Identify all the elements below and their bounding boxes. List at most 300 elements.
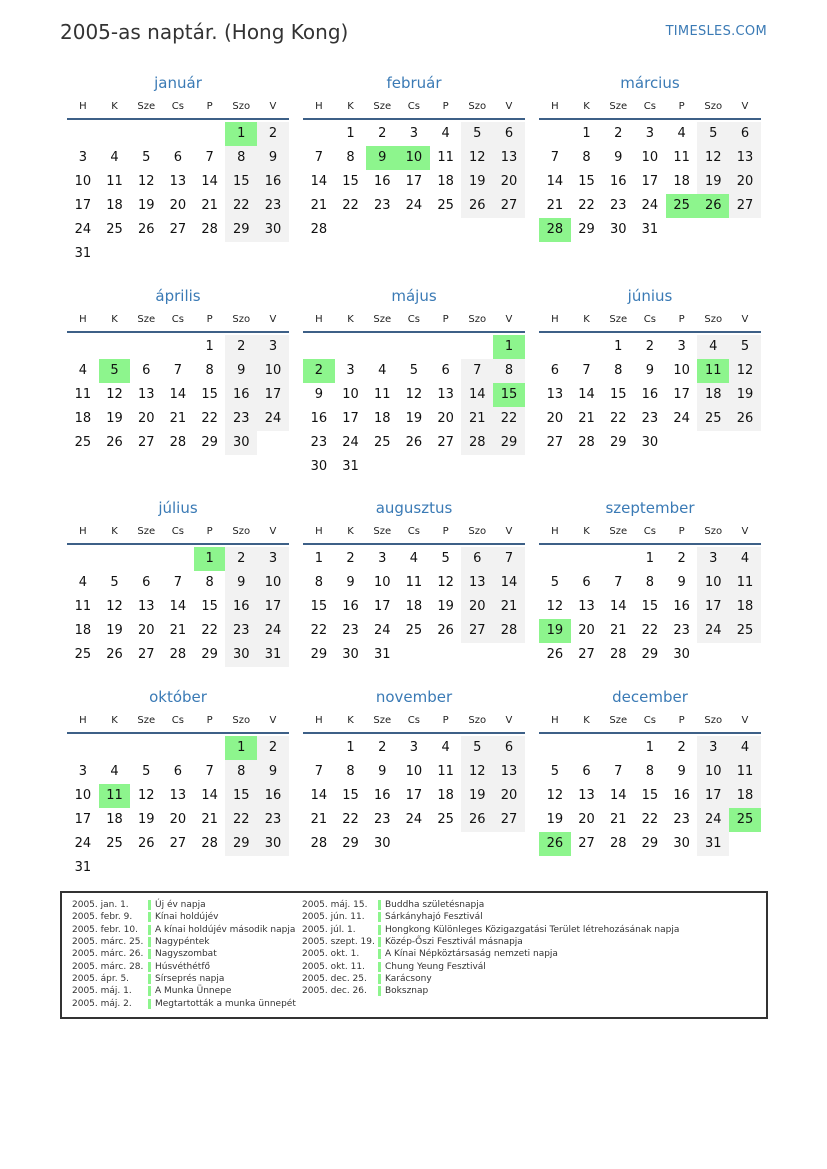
day-cell: 7 (173, 575, 183, 590)
day-cell: 13 (578, 599, 595, 614)
weekday-label: Sze (137, 715, 156, 726)
holiday-marker-icon (378, 986, 381, 996)
month-name: november (375, 688, 453, 706)
month-block (303, 72, 525, 242)
weekday-label: K (347, 101, 354, 112)
weekday-header (539, 98, 761, 120)
day-cell: 1 (346, 740, 355, 755)
legend-holiday-name: Nagyszombat (155, 949, 217, 960)
day-cell: 7 (614, 575, 623, 590)
day-cell: 23 (225, 619, 257, 643)
month-block (67, 285, 289, 455)
day-cell: 21 (310, 812, 328, 827)
day-cell: 5 (461, 122, 493, 146)
day-cell: 29 (310, 647, 328, 662)
weekday-label: P (206, 526, 213, 537)
legend-row (292, 948, 679, 960)
day-cell: 25 (729, 808, 761, 832)
day-cell: 1 (225, 736, 257, 760)
day-cell: 20 (461, 595, 493, 619)
weekday-label: Szo (468, 715, 487, 726)
legend-date: 2005. okt. 1. (302, 949, 360, 960)
day-cell: 10 (74, 788, 92, 803)
legend-holiday-name: Chung Yeung Fesztivál (385, 961, 486, 972)
legend-date: 2005. okt. 11. (302, 961, 365, 972)
day-cell: 16 (673, 599, 690, 614)
legend-holiday-name: A Munka Ünnepe (155, 986, 232, 997)
day-cell: 21 (201, 198, 218, 213)
day-cell: 24 (257, 407, 289, 431)
day-cell: 2 (378, 740, 387, 755)
day-cell: 21 (169, 411, 187, 426)
day-cell: 22 (201, 411, 218, 426)
day-cell: 21 (609, 623, 627, 638)
day-cell: 17 (257, 383, 289, 407)
day-cell: 18 (106, 812, 123, 827)
day-cell: 6 (441, 363, 450, 378)
empty-cell (162, 547, 194, 571)
legend-holiday-name: Karácsony (385, 973, 432, 984)
day-cell: 3 (257, 547, 289, 571)
day-cell: 26 (539, 832, 571, 856)
day-cell: 22 (225, 194, 257, 218)
weekday-label: P (442, 314, 449, 325)
day-cell: 30 (673, 836, 690, 851)
day-cell: 22 (225, 808, 257, 832)
empty-cell (602, 547, 634, 571)
day-cell: 11 (729, 760, 761, 784)
day-cell: 12 (106, 599, 123, 614)
weekday-header (67, 311, 289, 333)
empty-cell (99, 547, 131, 571)
day-cell: 5 (142, 150, 151, 165)
day-cell: 25 (373, 435, 391, 450)
day-cell: 23 (673, 812, 690, 827)
legend-holiday-name: Új év napja (155, 900, 206, 911)
day-cell: 15 (493, 383, 525, 407)
day-cell: 6 (582, 764, 591, 779)
empty-cell (67, 335, 99, 359)
weekday-label: V (269, 715, 277, 726)
legend-row (62, 997, 296, 1009)
day-cell: 2 (225, 335, 257, 359)
day-grid (67, 122, 289, 266)
day-cell: 22 (609, 411, 627, 426)
day-cell: 23 (609, 198, 627, 213)
weekday-label: V (505, 715, 513, 726)
day-cell: 11 (106, 174, 123, 189)
empty-cell (99, 122, 131, 146)
day-grid (303, 335, 525, 479)
day-cell: 3 (677, 339, 686, 354)
day-cell: 17 (405, 174, 423, 189)
day-cell: 28 (310, 836, 328, 851)
holiday-marker-icon (148, 986, 151, 996)
day-cell: 30 (342, 647, 359, 662)
day-cell: 27 (461, 619, 493, 643)
day-cell: 9 (257, 760, 289, 784)
empty-cell (335, 335, 367, 359)
day-cell: 23 (342, 623, 359, 638)
day-cell: 10 (697, 571, 729, 595)
day-cell: 8 (614, 363, 623, 378)
day-cell: 16 (310, 411, 328, 426)
day-cell: 4 (378, 363, 387, 378)
day-cell: 13 (437, 387, 454, 402)
day-cell: 27 (729, 194, 761, 218)
legend-date: 2005. dec. 25. (302, 973, 367, 984)
day-cell: 20 (493, 170, 525, 194)
day-cell: 26 (106, 647, 123, 662)
weekday-label: Cs (171, 526, 184, 537)
day-cell: 1 (205, 339, 214, 354)
day-cell: 29 (641, 836, 659, 851)
day-cell: 9 (645, 363, 655, 378)
day-cell: 24 (405, 198, 423, 213)
day-cell: 9 (614, 150, 623, 165)
day-cell: 5 (461, 736, 493, 760)
day-cell: 26 (106, 435, 123, 450)
day-cell: 12 (137, 174, 155, 189)
day-cell: 13 (493, 760, 525, 784)
day-cell: 8 (493, 359, 525, 383)
day-cell: 4 (110, 150, 119, 165)
day-cell: 25 (405, 623, 423, 638)
day-cell: 19 (137, 198, 155, 213)
day-cell: 19 (461, 170, 493, 194)
day-cell: 24 (697, 808, 729, 832)
holiday-marker-icon (378, 962, 381, 972)
day-cell: 15 (641, 788, 659, 803)
day-cell: 14 (310, 788, 328, 803)
month-name: december (612, 688, 688, 706)
day-cell: 26 (137, 222, 155, 237)
weekday-label: V (741, 314, 749, 325)
day-cell: 24 (342, 435, 359, 450)
weekday-label: Cs (407, 715, 420, 726)
day-cell: 23 (373, 812, 391, 827)
day-cell: 11 (697, 359, 729, 383)
day-cell: 17 (257, 595, 289, 619)
day-cell: 2 (303, 359, 335, 383)
day-cell: 1 (614, 339, 623, 354)
day-cell: 12 (461, 760, 493, 784)
day-grid (67, 736, 289, 880)
weekday-label: H (79, 314, 87, 325)
month-block (67, 497, 289, 667)
day-cell: 11 (74, 599, 92, 614)
day-cell: 7 (205, 764, 214, 779)
day-cell: 18 (729, 784, 761, 808)
day-cell: 8 (346, 764, 355, 779)
weekday-label: H (315, 715, 323, 726)
weekday-header (303, 98, 525, 120)
weekday-label: H (551, 314, 559, 325)
day-cell: 14 (609, 599, 627, 614)
weekday-header (67, 98, 289, 120)
day-cell: 22 (201, 623, 218, 638)
legend-date: 2005. júl. 1. (302, 924, 356, 935)
day-cell: 19 (137, 812, 155, 827)
weekday-label: Cs (407, 526, 420, 537)
weekday-label: Cs (171, 101, 184, 112)
day-cell: 9 (257, 146, 289, 170)
day-cell: 22 (641, 623, 659, 638)
day-cell: 8 (582, 150, 591, 165)
day-cell: 4 (78, 575, 87, 590)
day-cell: 11 (729, 571, 761, 595)
day-cell: 20 (493, 784, 525, 808)
day-cell: 2 (225, 547, 257, 571)
holiday-marker-icon (148, 999, 151, 1009)
day-cell: 10 (398, 146, 430, 170)
day-cell: 15 (201, 387, 218, 402)
day-cell: 7 (493, 547, 525, 571)
day-cell: 28 (169, 647, 187, 662)
day-cell: 25 (729, 619, 761, 643)
day-cell: 15 (342, 174, 359, 189)
holiday-marker-icon (148, 900, 151, 910)
day-cell: 10 (257, 571, 289, 595)
day-cell: 14 (546, 174, 564, 189)
holiday-marker-icon (378, 974, 381, 984)
weekday-label: Sze (373, 314, 392, 325)
day-cell: 1 (645, 551, 655, 566)
day-cell: 27 (578, 647, 595, 662)
empty-cell (539, 335, 571, 359)
day-cell: 30 (225, 643, 257, 667)
day-cell: 1 (493, 335, 525, 359)
day-cell: 18 (697, 383, 729, 407)
day-cell: 15 (342, 788, 359, 803)
day-cell: 30 (373, 836, 391, 851)
legend-holiday-name: Húsvéthétfő (155, 961, 210, 972)
legend-row (292, 924, 679, 936)
day-cell: 15 (201, 599, 218, 614)
day-cell: 14 (201, 174, 218, 189)
weekday-label: Sze (609, 101, 628, 112)
day-cell: 8 (205, 575, 214, 590)
legend-date: 2005. máj. 1. (72, 986, 132, 997)
day-cell: 29 (225, 218, 257, 242)
day-cell: 19 (106, 411, 123, 426)
day-cell: 17 (697, 595, 729, 619)
day-cell: 18 (373, 411, 391, 426)
legend-date: 2005. jan. 1. (72, 900, 129, 911)
empty-cell (162, 736, 194, 760)
day-cell: 9 (225, 359, 257, 383)
day-cell: 22 (578, 198, 595, 213)
day-cell: 13 (137, 599, 155, 614)
month-block (67, 686, 289, 880)
day-cell: 9 (378, 764, 387, 779)
empty-cell (303, 335, 335, 359)
day-cell: 15 (225, 170, 257, 194)
month-name: augusztus (375, 499, 453, 517)
day-cell: 8 (225, 146, 257, 170)
weekday-label: H (551, 715, 559, 726)
day-cell: 13 (546, 387, 564, 402)
legend-holiday-name: A kínai holdújév második napja (155, 924, 296, 935)
legend-holiday-name: Hongkong Különleges Közigazgatási Terület létrehozásának napja (385, 924, 680, 935)
weekday-label: K (111, 715, 118, 726)
weekday-label: P (206, 101, 213, 112)
day-cell: 8 (645, 575, 655, 590)
legend-holiday-name: Megtartották a munka ünnepét (155, 998, 296, 1009)
day-cell: 7 (614, 764, 623, 779)
day-cell: 17 (373, 599, 391, 614)
day-cell: 31 (74, 246, 92, 261)
day-cell: 3 (378, 551, 387, 566)
day-cell: 19 (539, 619, 571, 643)
day-cell: 14 (461, 383, 493, 407)
weekday-label: P (442, 526, 449, 537)
day-cell: 13 (169, 788, 187, 803)
day-cell: 8 (205, 363, 214, 378)
day-cell: 4 (729, 736, 761, 760)
day-cell: 5 (550, 764, 559, 779)
legend-column-left (62, 899, 296, 1010)
legend-row (292, 911, 679, 923)
weekday-label: V (269, 526, 277, 537)
empty-cell (430, 335, 462, 359)
weekday-label: V (741, 101, 749, 112)
holiday-marker-icon (378, 949, 381, 959)
day-cell: 10 (641, 150, 659, 165)
empty-cell (130, 335, 162, 359)
holiday-marker-icon (148, 962, 151, 972)
legend-date: 2005. febr. 9. (72, 912, 133, 923)
day-cell: 12 (437, 575, 454, 590)
month-name: március (620, 74, 680, 92)
day-cell: 5 (441, 551, 450, 566)
day-cell: 16 (641, 387, 659, 402)
day-cell: 29 (201, 435, 218, 450)
day-cell: 17 (342, 411, 359, 426)
day-cell: 6 (142, 363, 151, 378)
day-cell: 6 (729, 122, 761, 146)
day-cell: 3 (697, 547, 729, 571)
empty-cell (99, 335, 131, 359)
legend-row (62, 936, 296, 948)
day-cell: 3 (697, 736, 729, 760)
day-cell: 11 (405, 575, 423, 590)
day-cell: 2 (378, 126, 387, 141)
weekday-label: K (347, 526, 354, 537)
day-cell: 28 (461, 431, 493, 455)
weekday-label: V (505, 314, 513, 325)
weekday-label: K (111, 526, 118, 537)
weekday-header (67, 523, 289, 545)
day-cell: 22 (310, 623, 328, 638)
day-cell: 3 (409, 126, 419, 141)
holiday-marker-icon (148, 937, 151, 947)
day-cell: 21 (461, 407, 493, 431)
weekday-label: Cs (643, 715, 656, 726)
empty-cell (461, 335, 493, 359)
holiday-legend (60, 891, 768, 1019)
day-cell: 22 (493, 407, 525, 431)
weekday-label: Szo (704, 715, 723, 726)
day-cell: 31 (697, 832, 729, 856)
weekday-label: Sze (137, 314, 156, 325)
day-cell: 19 (106, 623, 123, 638)
weekday-label: K (111, 101, 118, 112)
day-cell: 9 (314, 387, 323, 402)
day-cell: 11 (437, 150, 454, 165)
day-cell: 23 (641, 411, 659, 426)
weekday-label: V (741, 715, 749, 726)
day-cell: 6 (493, 122, 525, 146)
empty-cell (366, 335, 398, 359)
day-cell: 30 (225, 431, 257, 455)
day-cell: 20 (437, 411, 454, 426)
day-grid (539, 335, 761, 455)
month-name: július (158, 499, 198, 517)
empty-cell (539, 122, 571, 146)
day-grid (67, 335, 289, 455)
day-cell: 15 (641, 599, 659, 614)
day-cell: 31 (257, 643, 289, 667)
day-cell: 24 (405, 812, 423, 827)
day-cell: 16 (609, 174, 627, 189)
day-cell: 26 (729, 407, 761, 431)
weekday-label: K (111, 314, 118, 325)
weekday-label: V (269, 314, 277, 325)
day-cell: 2 (677, 551, 686, 566)
day-cell: 10 (405, 764, 423, 779)
brand-logo-link[interactable]: TIMESLES.COM (665, 24, 767, 39)
empty-cell (303, 122, 335, 146)
day-cell: 20 (169, 812, 187, 827)
day-cell: 20 (578, 812, 595, 827)
empty-cell (571, 335, 603, 359)
day-cell: 19 (546, 812, 564, 827)
day-cell: 6 (550, 363, 559, 378)
weekday-label: Szo (468, 101, 487, 112)
weekday-label: P (678, 101, 685, 112)
day-cell: 10 (697, 760, 729, 784)
day-cell: 16 (257, 170, 289, 194)
day-cell: 17 (405, 788, 423, 803)
day-cell: 17 (74, 198, 92, 213)
day-cell: 17 (74, 812, 92, 827)
weekday-header (539, 712, 761, 734)
weekday-label: K (347, 314, 354, 325)
day-cell: 27 (137, 647, 155, 662)
month-name: május (391, 287, 437, 305)
day-cell: 19 (461, 784, 493, 808)
day-cell: 18 (106, 198, 123, 213)
day-cell: 16 (373, 174, 391, 189)
day-grid (303, 736, 525, 856)
day-cell: 3 (645, 126, 655, 141)
day-cell: 22 (641, 812, 659, 827)
day-cell: 30 (673, 647, 690, 662)
day-cell: 29 (201, 647, 218, 662)
day-cell: 4 (729, 547, 761, 571)
weekday-label: Szo (232, 314, 251, 325)
day-cell: 6 (493, 736, 525, 760)
day-grid (539, 547, 761, 667)
weekday-label: H (551, 101, 559, 112)
day-cell: 27 (169, 836, 187, 851)
day-cell: 10 (257, 359, 289, 383)
day-cell: 5 (409, 363, 419, 378)
holiday-marker-icon (148, 912, 151, 922)
day-cell: 26 (405, 435, 423, 450)
weekday-label: Sze (373, 526, 392, 537)
